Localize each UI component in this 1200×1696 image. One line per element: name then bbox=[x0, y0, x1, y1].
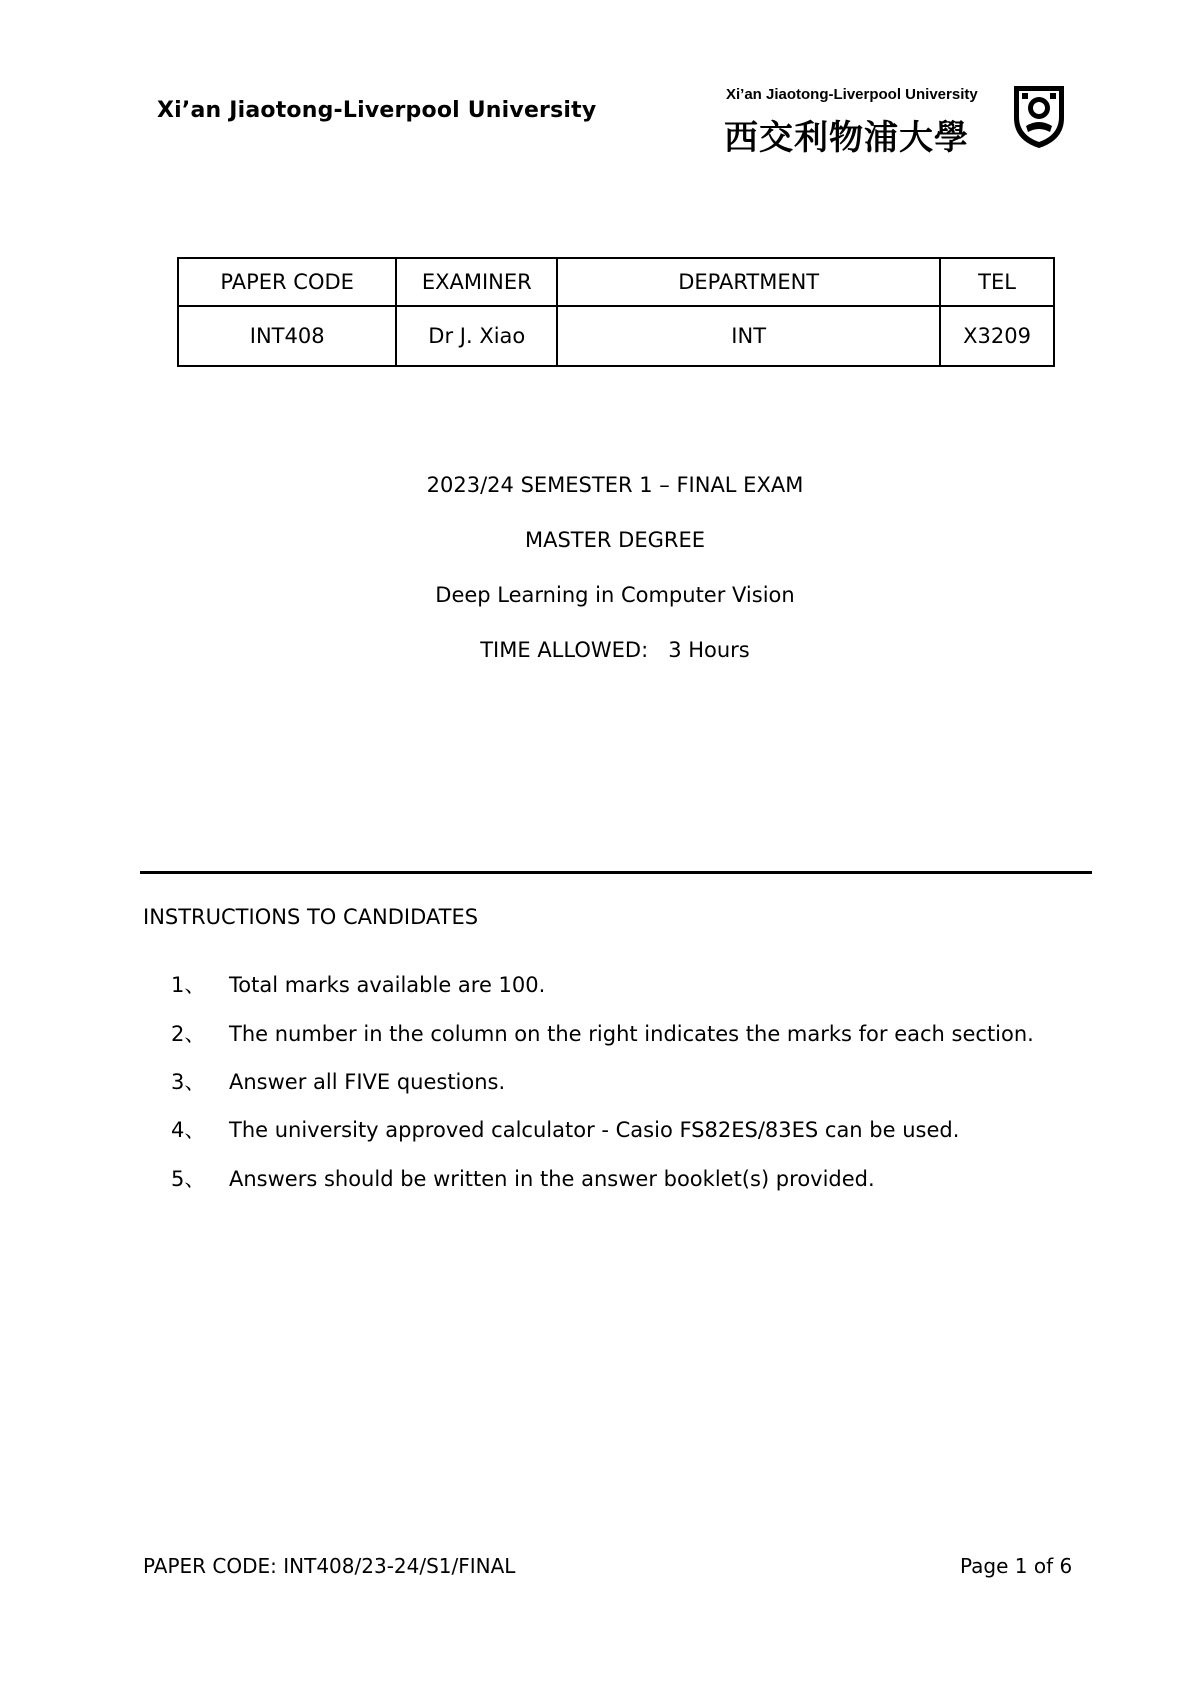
logo-english-name: Xi’an Jiaotong-Liverpool University bbox=[726, 86, 978, 103]
list-item bbox=[171, 1018, 1034, 1048]
time-allowed-label: TIME ALLOWED: bbox=[480, 638, 649, 662]
instruction-text: The number in the column on the right indicates the marks for each section. bbox=[229, 1022, 1034, 1046]
header-examiner: EXAMINER bbox=[396, 258, 557, 306]
instruction-number: 5、 bbox=[171, 1167, 206, 1191]
instruction-number: 2、 bbox=[171, 1022, 206, 1046]
instruction-number: 4、 bbox=[171, 1118, 206, 1142]
list-item bbox=[171, 1114, 959, 1144]
header-department: DEPARTMENT bbox=[557, 258, 940, 306]
list-item bbox=[171, 1066, 505, 1096]
list-item bbox=[171, 1163, 875, 1193]
section-divider bbox=[140, 871, 1092, 874]
exam-info-table bbox=[177, 257, 1055, 367]
logo-chinese-name: 西交利物浦大學 bbox=[724, 118, 969, 158]
list-item bbox=[171, 969, 545, 999]
instruction-text: The university approved calculator - Casio FS82ES/83ES can be used. bbox=[229, 1118, 960, 1142]
instruction-text: Answer all FIVE questions. bbox=[229, 1070, 506, 1094]
value-tel: X3209 bbox=[940, 306, 1054, 366]
instruction-text: Total marks available are 100. bbox=[229, 973, 546, 997]
table-header-row bbox=[178, 258, 1054, 306]
university-logo bbox=[726, 84, 1066, 160]
exam-module-title: Deep Learning in Computer Vision bbox=[435, 583, 795, 607]
instruction-text: Answers should be written in the answer booklet(s) provided. bbox=[229, 1167, 875, 1191]
instruction-number: 1、 bbox=[171, 973, 206, 997]
footer-paper-code: PAPER CODE: INT408/23-24/S1/FINAL bbox=[143, 1554, 516, 1578]
university-crest-icon bbox=[1012, 84, 1066, 150]
header-university-name: Xi’an Jiaotong-Liverpool University bbox=[157, 98, 597, 123]
value-examiner: Dr J. Xiao bbox=[396, 306, 557, 366]
value-paper-code: INT408 bbox=[178, 306, 396, 366]
instruction-number: 3、 bbox=[171, 1070, 206, 1094]
exam-degree: MASTER DEGREE bbox=[524, 528, 706, 552]
header-paper-code: PAPER CODE bbox=[178, 258, 396, 306]
table-row bbox=[178, 306, 1054, 366]
exam-semester: 2023/24 SEMESTER 1 – FINAL EXAM bbox=[426, 473, 804, 497]
instructions-title: INSTRUCTIONS TO CANDIDATES bbox=[143, 905, 479, 929]
footer-page-number: Page 1 of 6 bbox=[960, 1554, 1073, 1578]
header-tel: TEL bbox=[940, 258, 1054, 306]
time-allowed-value: 3 Hours bbox=[668, 638, 750, 662]
value-department: INT bbox=[557, 306, 940, 366]
exam-time-allowed bbox=[0, 638, 1200, 662]
